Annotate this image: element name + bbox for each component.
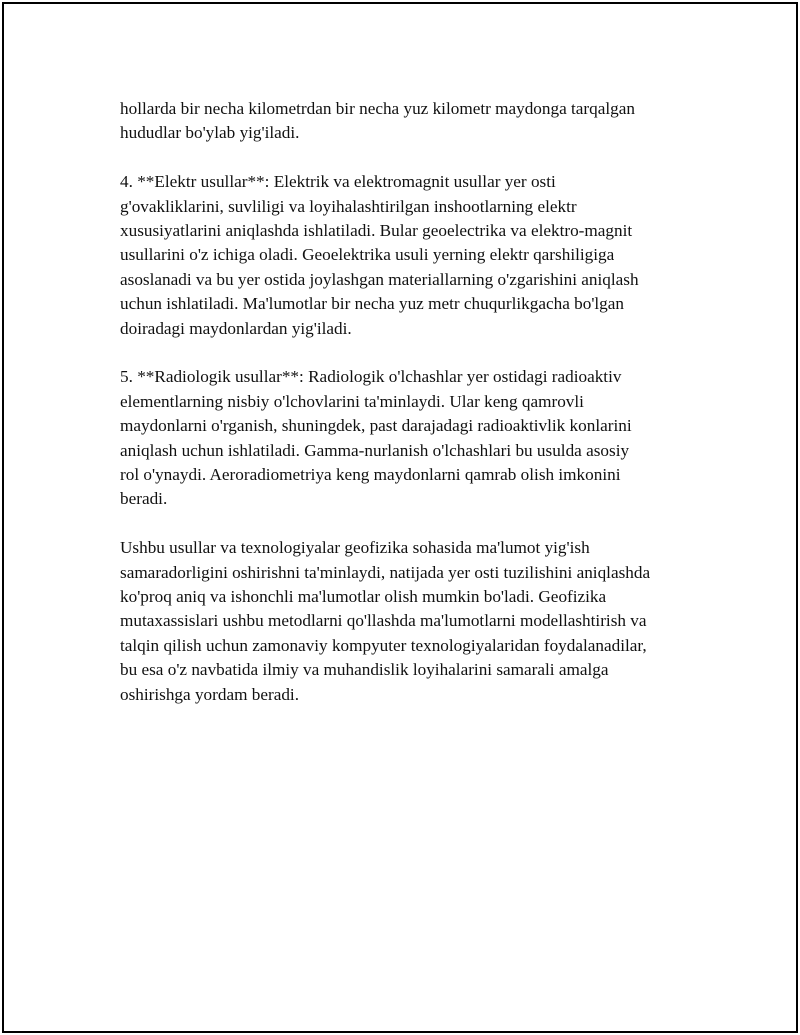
text-line: talqin qilish uchun zamonaviy kompyuter texnologiyalaridan foydalanadilar, — [120, 635, 647, 655]
text-line: xususiyatlarini aniqlashda ishlatiladi. Bular geoelectrika va elektro-magnit — [120, 221, 633, 241]
page-frame — [2, 2, 798, 1033]
paragraph-continuation — [120, 97, 700, 146]
text-line: mutaxassislari ushbu metodlarni qo'llashda ma'lumotlarni modellashtirish va — [120, 611, 647, 631]
text-line: samaradorligini oshirishni ta'minlaydi, natijada yer osti tuzilishini aniqlashda — [120, 562, 651, 582]
text-line: beradi. — [120, 489, 168, 509]
text-line: ko'proq aniq va ishonchli ma'lumotlar olish mumkin bo'ladi. Geofizika — [120, 587, 607, 607]
text-line: hollarda bir necha kilometrdan bir necha yuz kilometr maydonga tarqalgan — [120, 99, 635, 118]
text-line: uchun ishlatiladi. Ma'lumotlar bir necha yuz metr chuqurlikgacha bo'lgan — [120, 294, 625, 314]
text-line: elementlarning nisbiy o'lchovlarini ta'minlaydi. Ular keng qamrovli — [120, 391, 584, 411]
paragraph-radiologic-methods — [120, 365, 700, 511]
text-line: hududlar bo'ylab yig'iladi. — [120, 123, 300, 143]
text-line: asoslanadi va bu yer ostida joylashgan materiallarning o'zgarishini aniqlash — [120, 269, 639, 289]
text-line: aniqlash uchun ishlatiladi. Gamma-nurlanish o'lchashlari bu usulda asosiy — [120, 440, 630, 460]
text-line: usullarini o'z ichiga oladi. Geoelektrika usuli yerning elektr qarshiligiga — [120, 245, 615, 265]
text-line: Ushbu usullar va texnologiyalar geofizika sohasida ma'lumot yig'ish — [120, 538, 590, 558]
text-line: 4. **Elektr usullar**: Elektrik va elektromagnit usullar yer osti — [120, 172, 556, 192]
text-line: oshirishga yordam beradi. — [120, 684, 299, 704]
text-line: rol o'ynaydi. Aeroradiometriya keng maydonlarni qamrab olish imkonini — [120, 465, 621, 485]
paragraph-electric-methods — [120, 170, 700, 341]
paragraph-conclusion — [120, 536, 700, 707]
text-line: doiradagi maydonlardan yig'iladi. — [120, 318, 352, 338]
text-line: 5. **Radiologik usullar**: Radiologik o'lchashlar yer ostidagi radioaktiv — [120, 367, 622, 387]
text-line: g'ovakliklarini, suvliligi va loyihalashtirilgan inshootlarning elektr — [120, 196, 577, 216]
text-line: maydonlarni o'rganish, shuningdek, past darajadagi radioaktivlik konlarini — [120, 416, 632, 436]
document-body — [120, 97, 700, 732]
text-line: bu esa o'z navbatida ilmiy va muhandislik loyihalarini samarali amalga — [120, 660, 609, 680]
